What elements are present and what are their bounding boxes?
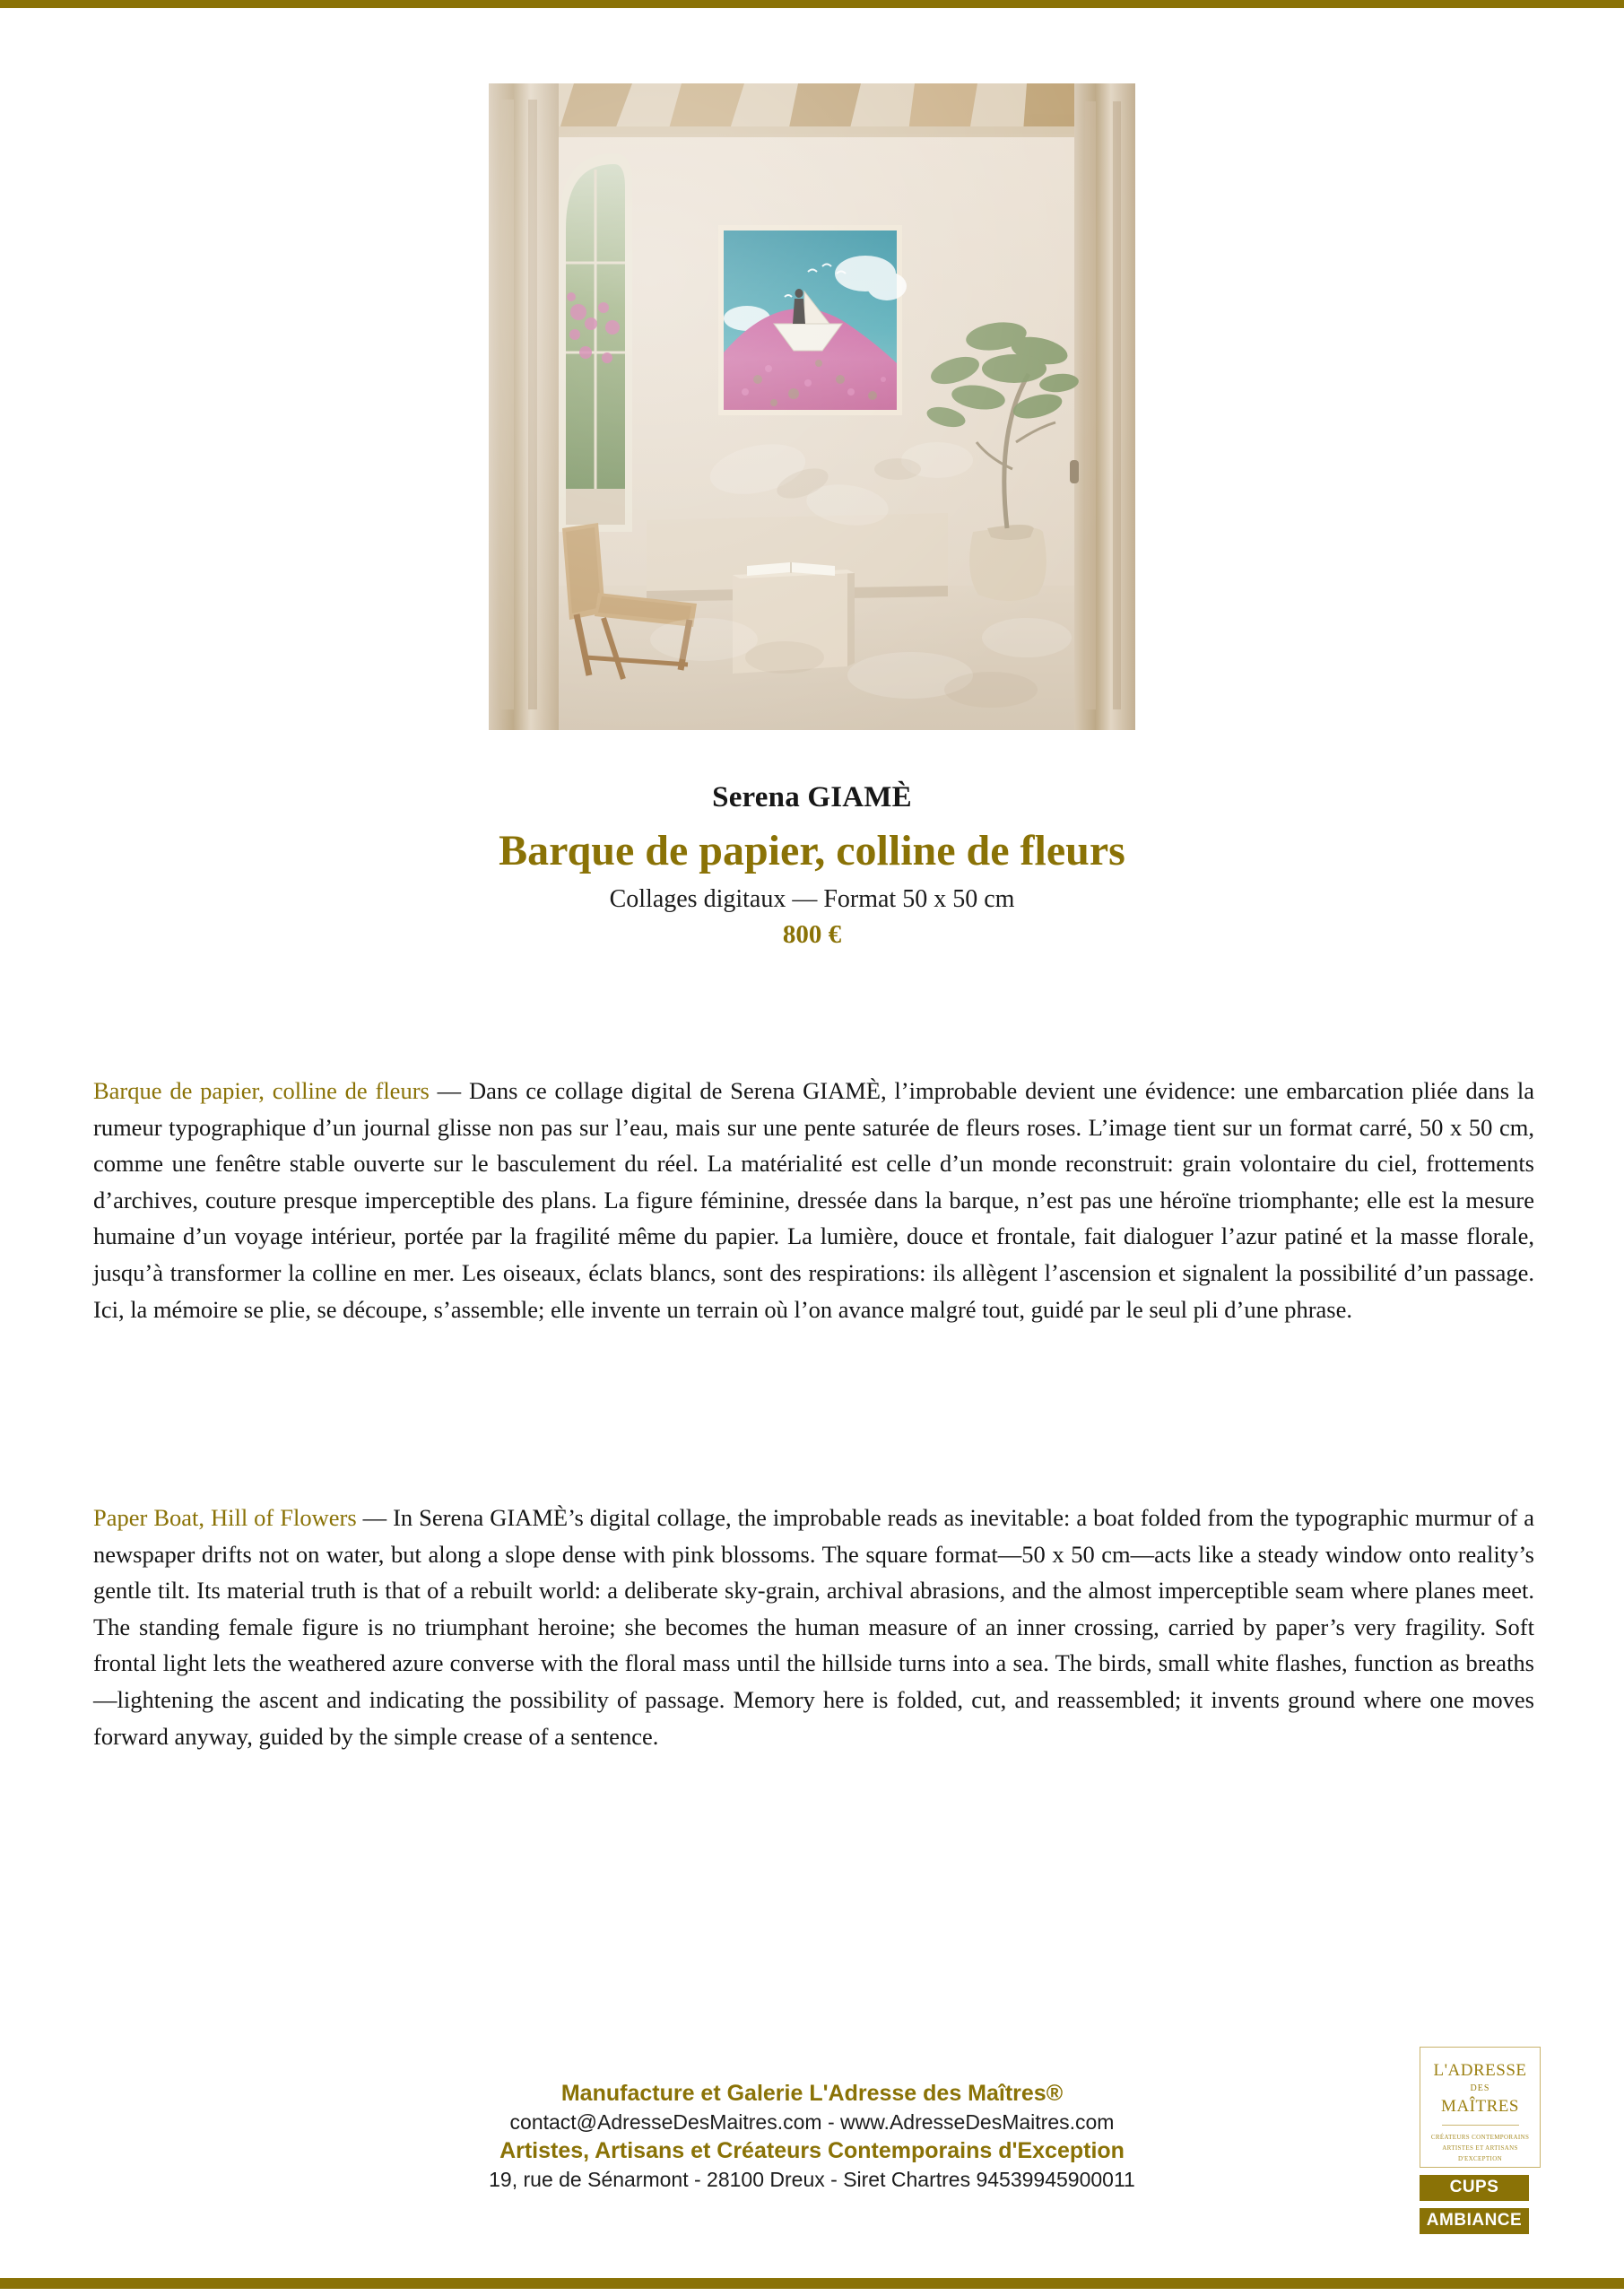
logo-sub-exception: D'EXCEPTION (1457, 2155, 1503, 2163)
logo-sub-artistes: ARTISTES ET ARTISANS (1442, 2144, 1518, 2152)
top-gold-rule (0, 0, 1624, 8)
lead-in-title-english: Paper Boat, Hill of Flowers (93, 1504, 357, 1531)
lead-in-title-french: Barque de papier, colline de fleurs (93, 1077, 430, 1104)
logo-sub-createurs: CRÉATEURS CONTEMPORAINS (1430, 2133, 1530, 2141)
paragraph-english (93, 1500, 1534, 1754)
logo-line-des: DES (1470, 2083, 1490, 2093)
brand-logo-card (1420, 2047, 1541, 2168)
logo-block (1420, 2047, 1541, 2234)
footer-contact-block (0, 2079, 1624, 2194)
description-french (93, 1073, 1534, 1327)
badge-ambiance[interactable]: AMBIANCE (1420, 2208, 1529, 2234)
title-block (0, 780, 1624, 951)
artwork-mockup-image (489, 83, 1135, 730)
bottom-gold-rule (0, 2278, 1624, 2289)
footer-tagline: Artistes, Artisans et Créateurs Contemporains d'Exception (499, 2137, 1125, 2163)
artwork-mockup-svg (489, 83, 1135, 730)
work-medium-format: Collages digitaux — Format 50 x 50 cm (609, 884, 1015, 913)
paragraph-french (93, 1073, 1534, 1327)
footer-email-website[interactable]: contact@AdresseDesMaitres.com - www.AdresseDesMaitres.com (509, 2110, 1115, 2135)
description-english (93, 1500, 1534, 1754)
logo-line-maitres: MAÎTRES (1441, 2096, 1519, 2116)
paragraph-english-text: — In Serena GIAMÈ’s digital collage, the improbable reads as inevitable: a boat folded from the typographic murmur of a newspaper drifts not on water, but along a slope dense with pink blossoms. The square format—50 x 50 cm—acts like a steady window onto reality’s gentle tilt. Its material truth is that of a rebuilt world: a deliberate sky-grain, archival abrasions, and the almost imperceptible seam where planes meet. The standing female figure is no triumphant heroine; she becomes the human measure of an inner crossing, carried by paper’s very fragility. Soft frontal light lets the weathered azure converse with the floral mass until the hillside turns into a sea. The birds, small white flashes, function as breaths—lightening the ascent and indicating the possibility of passage. Memory here is folded, cut, and reassembled; it invents ground where one moves forward anyway, guided by the simple crease of a sentence. (93, 1504, 1535, 1750)
logo-line-adresse: L'ADRESSE (1433, 2061, 1527, 2080)
work-price: 800 € (782, 920, 842, 950)
footer-company-name: Manufacture et Galerie L'Adresse des Maîtres® (560, 2081, 1064, 2106)
artist-name: Serena GIAMÈ (712, 781, 912, 813)
paragraph-french-text: — Dans ce collage digital de Serena GIAMÈ, l’improbable devient une évidence: une embarcation pliée dans la rumeur typographique d’un journal glisse non pas sur l’eau, mais sur une pente saturée de fleurs roses. L’image tient sur un format carré, 50 x 50 cm, comme une fenêtre stable ouverte sur le basculement du réel. La matérialité est celle d’un monde reconstruit: grain volontaire du ciel, frottements d’archives, couture presque imperceptible des plans. La figure féminine, dressée dans la barque, n’est pas une héroïne triomphante; elle est la mesure humaine d’un voyage intérieur, portée par la fragilité même du papier. La lumière, douce et frontale, fait dialoguer l’azur patiné et la masse florale, jusqu’à transformer la colline en mer. Les oiseaux, éclats blancs, sont des respirations: ils allègent l’ascension et signalent la possibilité d’un passage. Ici, la mémoire se plie, se découpe, s’assemble; elle invente un terrain où l’on avance malgré tout, guidé par le seul pli d’une phrase. (93, 1077, 1534, 1323)
footer-address-siret: 19, rue de Sénarmont - 28100 Dreux - Siret Chartres 94539945900011 (489, 2168, 1135, 2192)
logo-divider (1442, 2125, 1519, 2126)
work-title: Barque de papier, colline de fleurs (499, 826, 1125, 874)
badge-cups[interactable]: CUPS (1420, 2175, 1529, 2201)
